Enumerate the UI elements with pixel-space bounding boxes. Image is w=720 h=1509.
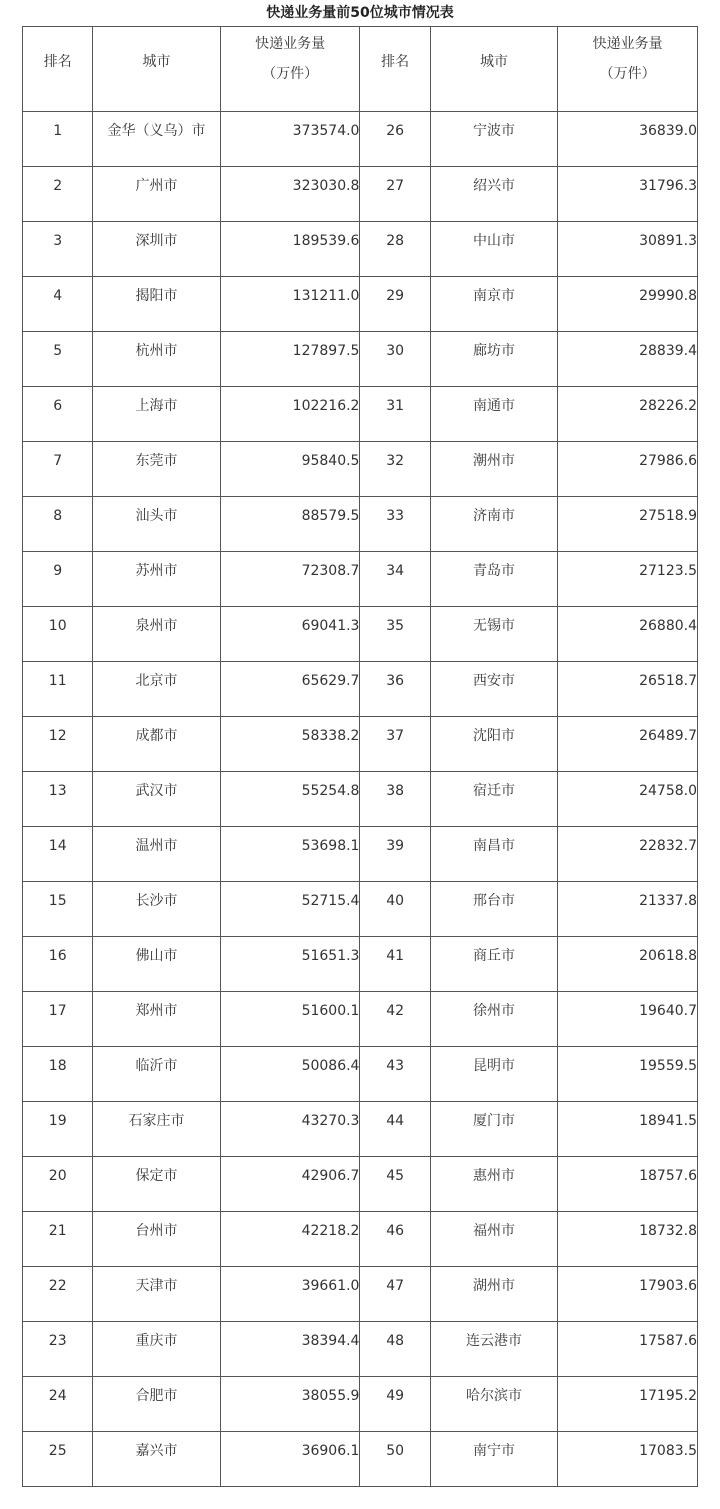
rank-cell: 17 xyxy=(23,992,93,1047)
city-cell: 金华（义乌）市 xyxy=(93,112,220,167)
city-cell: 天津市 xyxy=(93,1267,220,1322)
volume-cell: 131211.0 xyxy=(220,277,360,332)
rank-cell: 44 xyxy=(360,1102,430,1157)
city-cell: 徐州市 xyxy=(430,992,557,1047)
table-row xyxy=(23,1432,698,1487)
volume-cell: 26880.4 xyxy=(558,607,698,662)
volume-cell: 19559.5 xyxy=(558,1047,698,1102)
city-cell: 南昌市 xyxy=(430,827,557,882)
volume-cell: 65629.7 xyxy=(220,662,360,717)
table-title: 快递业务量前50位城市情况表 xyxy=(266,5,454,21)
table-row xyxy=(23,937,698,992)
volume-cell: 38055.9 xyxy=(220,1377,360,1432)
table-row xyxy=(23,662,698,717)
rank-cell: 16 xyxy=(23,937,93,992)
rank-cell: 33 xyxy=(360,497,430,552)
city-cell: 台州市 xyxy=(93,1212,220,1267)
rank-cell: 48 xyxy=(360,1322,430,1377)
rank-cell: 32 xyxy=(360,442,430,497)
rank-cell: 8 xyxy=(23,497,93,552)
volume-cell: 17195.2 xyxy=(558,1377,698,1432)
city-cell: 福州市 xyxy=(430,1212,557,1267)
rank-cell: 47 xyxy=(360,1267,430,1322)
rank-cell: 45 xyxy=(360,1157,430,1212)
city-cell: 昆明市 xyxy=(430,1047,557,1102)
city-cell: 汕头市 xyxy=(93,497,220,552)
table-row xyxy=(23,167,698,222)
table-body xyxy=(23,112,698,1487)
header-volume-line1: 快递业务量 xyxy=(592,36,663,52)
city-cell: 中山市 xyxy=(430,222,557,277)
city-cell: 合肥市 xyxy=(93,1377,220,1432)
volume-cell: 20618.8 xyxy=(558,937,698,992)
rank-cell: 39 xyxy=(360,827,430,882)
table-row xyxy=(23,717,698,772)
header-city: 城市 xyxy=(430,27,557,112)
rank-cell: 40 xyxy=(360,882,430,937)
city-cell: 连云港市 xyxy=(430,1322,557,1377)
volume-cell: 27123.5 xyxy=(558,552,698,607)
city-cell: 保定市 xyxy=(93,1157,220,1212)
city-cell: 邢台市 xyxy=(430,882,557,937)
city-cell: 沈阳市 xyxy=(430,717,557,772)
rank-cell: 35 xyxy=(360,607,430,662)
city-cell: 上海市 xyxy=(93,387,220,442)
rank-cell: 1 xyxy=(23,112,93,167)
city-cell: 哈尔滨市 xyxy=(430,1377,557,1432)
rank-cell: 29 xyxy=(360,277,430,332)
rank-cell: 11 xyxy=(23,662,93,717)
rank-cell: 7 xyxy=(23,442,93,497)
volume-cell: 18732.8 xyxy=(558,1212,698,1267)
city-cell: 温州市 xyxy=(93,827,220,882)
city-cell: 杭州市 xyxy=(93,332,220,387)
volume-cell: 88579.5 xyxy=(220,497,360,552)
rank-cell: 10 xyxy=(23,607,93,662)
volume-cell: 22832.7 xyxy=(558,827,698,882)
rank-cell: 21 xyxy=(23,1212,93,1267)
city-cell: 武汉市 xyxy=(93,772,220,827)
rank-cell: 26 xyxy=(360,112,430,167)
city-cell: 济南市 xyxy=(430,497,557,552)
volume-cell: 50086.4 xyxy=(220,1047,360,1102)
rank-cell: 22 xyxy=(23,1267,93,1322)
table-row xyxy=(23,992,698,1047)
rank-cell: 50 xyxy=(360,1432,430,1487)
volume-cell: 17083.5 xyxy=(558,1432,698,1487)
rank-cell: 28 xyxy=(360,222,430,277)
city-cell: 北京市 xyxy=(93,662,220,717)
city-cell: 东莞市 xyxy=(93,442,220,497)
city-cell: 厦门市 xyxy=(430,1102,557,1157)
volume-cell: 189539.6 xyxy=(220,222,360,277)
rank-cell: 27 xyxy=(360,167,430,222)
volume-cell: 52715.4 xyxy=(220,882,360,937)
volume-cell: 31796.3 xyxy=(558,167,698,222)
volume-cell: 17903.6 xyxy=(558,1267,698,1322)
rank-cell: 12 xyxy=(23,717,93,772)
table-row xyxy=(23,1047,698,1102)
rank-cell: 38 xyxy=(360,772,430,827)
city-cell: 惠州市 xyxy=(430,1157,557,1212)
header-volume-line2: （万件） xyxy=(262,66,319,82)
volume-cell: 28226.2 xyxy=(558,387,698,442)
volume-cell: 55254.8 xyxy=(220,772,360,827)
rank-cell: 41 xyxy=(360,937,430,992)
volume-cell: 42906.7 xyxy=(220,1157,360,1212)
city-cell: 揭阳市 xyxy=(93,277,220,332)
volume-cell: 18757.6 xyxy=(558,1157,698,1212)
city-cell: 廊坊市 xyxy=(430,332,557,387)
table-row xyxy=(23,442,698,497)
table-row xyxy=(23,772,698,827)
volume-cell: 42218.2 xyxy=(220,1212,360,1267)
volume-cell: 38394.4 xyxy=(220,1322,360,1377)
city-cell: 苏州市 xyxy=(93,552,220,607)
rank-cell: 49 xyxy=(360,1377,430,1432)
volume-cell: 51651.3 xyxy=(220,937,360,992)
volume-cell: 28839.4 xyxy=(558,332,698,387)
volume-cell: 43270.3 xyxy=(220,1102,360,1157)
rank-cell: 13 xyxy=(23,772,93,827)
header-volume-line2: （万件） xyxy=(599,66,656,82)
city-cell: 南通市 xyxy=(430,387,557,442)
volume-cell: 102216.2 xyxy=(220,387,360,442)
header-volume xyxy=(558,27,698,112)
volume-cell: 29990.8 xyxy=(558,277,698,332)
table-row xyxy=(23,497,698,552)
table-row xyxy=(23,1212,698,1267)
city-cell: 深圳市 xyxy=(93,222,220,277)
city-cell: 嘉兴市 xyxy=(93,1432,220,1487)
rank-cell: 3 xyxy=(23,222,93,277)
city-cell: 潮州市 xyxy=(430,442,557,497)
city-cell: 郑州市 xyxy=(93,992,220,1047)
city-cell: 南宁市 xyxy=(430,1432,557,1487)
volume-cell: 26489.7 xyxy=(558,717,698,772)
rank-cell: 36 xyxy=(360,662,430,717)
volume-cell: 58338.2 xyxy=(220,717,360,772)
header-volume-line1: 快递业务量 xyxy=(255,36,326,52)
table-row xyxy=(23,882,698,937)
volume-cell: 69041.3 xyxy=(220,607,360,662)
rank-cell: 37 xyxy=(360,717,430,772)
city-cell: 湖州市 xyxy=(430,1267,557,1322)
city-cell: 临沂市 xyxy=(93,1047,220,1102)
city-cell: 成都市 xyxy=(93,717,220,772)
header-city: 城市 xyxy=(93,27,220,112)
volume-cell: 26518.7 xyxy=(558,662,698,717)
header-rank: 排名 xyxy=(360,27,430,112)
table-row xyxy=(23,1377,698,1432)
city-cell: 广州市 xyxy=(93,167,220,222)
rank-cell: 4 xyxy=(23,277,93,332)
city-cell: 佛山市 xyxy=(93,937,220,992)
rank-cell: 14 xyxy=(23,827,93,882)
table-row xyxy=(23,277,698,332)
volume-cell: 373574.0 xyxy=(220,112,360,167)
rank-cell: 9 xyxy=(23,552,93,607)
volume-cell: 51600.1 xyxy=(220,992,360,1047)
city-cell: 石家庄市 xyxy=(93,1102,220,1157)
volume-cell: 36839.0 xyxy=(558,112,698,167)
volume-cell: 19640.7 xyxy=(558,992,698,1047)
table-row xyxy=(23,387,698,442)
rank-cell: 31 xyxy=(360,387,430,442)
header-volume xyxy=(220,27,360,112)
table-row xyxy=(23,827,698,882)
header-row xyxy=(23,27,698,112)
table-row xyxy=(23,552,698,607)
table-row xyxy=(23,1322,698,1377)
table-row xyxy=(23,112,698,167)
volume-cell: 127897.5 xyxy=(220,332,360,387)
volume-cell: 21337.8 xyxy=(558,882,698,937)
table-row xyxy=(23,1102,698,1157)
volume-cell: 27518.9 xyxy=(558,497,698,552)
rank-cell: 43 xyxy=(360,1047,430,1102)
city-cell: 青岛市 xyxy=(430,552,557,607)
rank-cell: 30 xyxy=(360,332,430,387)
rank-cell: 24 xyxy=(23,1377,93,1432)
rank-cell: 42 xyxy=(360,992,430,1047)
volume-cell: 53698.1 xyxy=(220,827,360,882)
city-cell: 无锡市 xyxy=(430,607,557,662)
rank-cell: 23 xyxy=(23,1322,93,1377)
rank-cell: 15 xyxy=(23,882,93,937)
volume-cell: 72308.7 xyxy=(220,552,360,607)
table-row xyxy=(23,332,698,387)
rank-cell: 19 xyxy=(23,1102,93,1157)
table-row xyxy=(23,607,698,662)
rank-cell: 6 xyxy=(23,387,93,442)
table-row xyxy=(23,1157,698,1212)
volume-cell: 17587.6 xyxy=(558,1322,698,1377)
city-cell: 长沙市 xyxy=(93,882,220,937)
table-row xyxy=(23,222,698,277)
rank-cell: 2 xyxy=(23,167,93,222)
rank-cell: 5 xyxy=(23,332,93,387)
city-cell: 绍兴市 xyxy=(430,167,557,222)
volume-cell: 24758.0 xyxy=(558,772,698,827)
header-rank: 排名 xyxy=(23,27,93,112)
volume-cell: 39661.0 xyxy=(220,1267,360,1322)
city-cell: 西安市 xyxy=(430,662,557,717)
volume-cell: 30891.3 xyxy=(558,222,698,277)
volume-cell: 95840.5 xyxy=(220,442,360,497)
table-row xyxy=(23,1267,698,1322)
volume-cell: 36906.1 xyxy=(220,1432,360,1487)
city-cell: 宁波市 xyxy=(430,112,557,167)
rank-cell: 20 xyxy=(23,1157,93,1212)
city-cell: 宿迁市 xyxy=(430,772,557,827)
rank-cell: 18 xyxy=(23,1047,93,1102)
city-express-table xyxy=(22,26,698,1487)
volume-cell: 18941.5 xyxy=(558,1102,698,1157)
volume-cell: 27986.6 xyxy=(558,442,698,497)
rank-cell: 46 xyxy=(360,1212,430,1267)
city-cell: 重庆市 xyxy=(93,1322,220,1377)
rank-cell: 34 xyxy=(360,552,430,607)
city-cell: 商丘市 xyxy=(430,937,557,992)
volume-cell: 323030.8 xyxy=(220,167,360,222)
city-cell: 泉州市 xyxy=(93,607,220,662)
rank-cell: 25 xyxy=(23,1432,93,1487)
city-cell: 南京市 xyxy=(430,277,557,332)
